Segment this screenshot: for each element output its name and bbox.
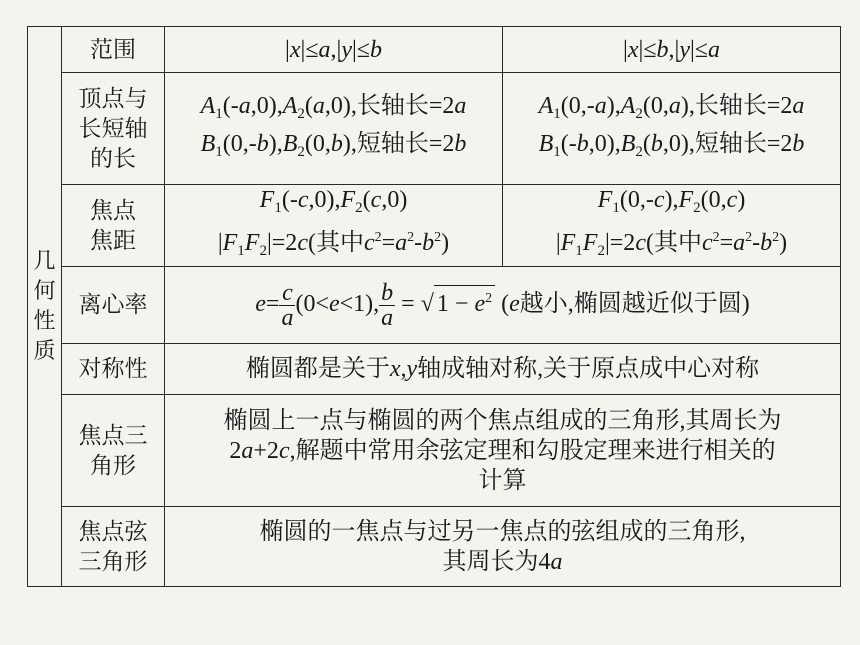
text-line: 椭圆上一点与椭圆的两个焦点组成的三角形,其周长为 (223, 407, 782, 434)
row-chord-triangle (28, 507, 841, 587)
side-label-geometric-properties (28, 27, 62, 587)
text-line: 椭圆的一焦点与过另一焦点的弦组成的三角形, (259, 518, 746, 545)
vertex-vertical: $A_1(0,-a),A_2(0,a)$,长轴长=2a $B_1(-b,0),B_2(b,0)$,短轴长=2b (503, 73, 841, 185)
eccentricity-formula: e= $\frac{c}{a}$ (0<e<1), $\frac{b}{a}$ = √ $1 - e^2$ (e越小,椭圆越近似于圆) (165, 267, 841, 344)
row-eccentricity (28, 267, 841, 344)
label-range: 范围 (62, 27, 165, 73)
focus-horizontal: $F_1(-c,0),F_2(c,0)$ $|F_1F_2|=2c$(其中$c^2=a^2-b^2$) (165, 185, 503, 267)
label-focus (62, 185, 165, 267)
row-vertex (28, 73, 841, 185)
label-symmetry: 对称性 (62, 344, 165, 395)
label-line: 的长 (90, 145, 136, 172)
vertex-horizontal: $A_1(-a,0),A_2(a,0)$,长轴长=2a $B_1(0,-b),B_2(0,b)$,短轴长=2b (165, 73, 503, 185)
range-horizontal: |x|≤a,|y|≤b (165, 27, 503, 73)
side-label-char: 质 (33, 338, 56, 364)
label-line: 焦点弦 (78, 518, 148, 545)
row-focal-triangle (28, 395, 841, 507)
focus-vertical: $F_1(0,-c),F_2(0,c)$ $|F_1F_2|=2c$(其中$c^2=a^2-b^2$) (503, 185, 841, 267)
label-line: 角形 (90, 452, 136, 479)
focal-triangle-text: 椭圆上一点与椭圆的两个焦点组成的三角形,其周长为 2a+2c,解题中常用余弦定理和勾股定理来进行相关的 计算 (165, 395, 841, 507)
label-line: 顶点与 (78, 85, 148, 112)
row-symmetry (28, 344, 841, 395)
label-line: 焦距 (90, 227, 136, 254)
label-line: 焦点 (90, 197, 136, 224)
eccentricity-note: 越小,椭圆越近似于圆) (519, 290, 750, 317)
row-focus (28, 185, 841, 267)
side-label-char: 何 (33, 278, 56, 304)
text-line: 计算 (478, 467, 527, 494)
label-chord-triangle (62, 507, 165, 587)
label-eccentricity: 离心率 (62, 267, 165, 344)
side-label-char: 几 (33, 248, 56, 274)
label-vertex (62, 73, 165, 185)
label-line: 长短轴 (78, 115, 148, 142)
symmetry-text: 椭圆都是关于x,y轴成轴对称,关于原点成中心对称 (165, 344, 841, 395)
side-label-char: 性 (33, 308, 56, 334)
label-focal-triangle (62, 395, 165, 507)
label-line: 三角形 (78, 548, 148, 575)
ellipse-properties-table (27, 26, 841, 587)
chord-triangle-text: 椭圆的一焦点与过另一焦点的弦组成的三角形, 其周长为4a (165, 507, 841, 587)
label-line: 焦点三 (78, 422, 148, 449)
range-vertical: |x|≤b,|y|≤a (503, 27, 841, 73)
row-range (28, 27, 841, 73)
